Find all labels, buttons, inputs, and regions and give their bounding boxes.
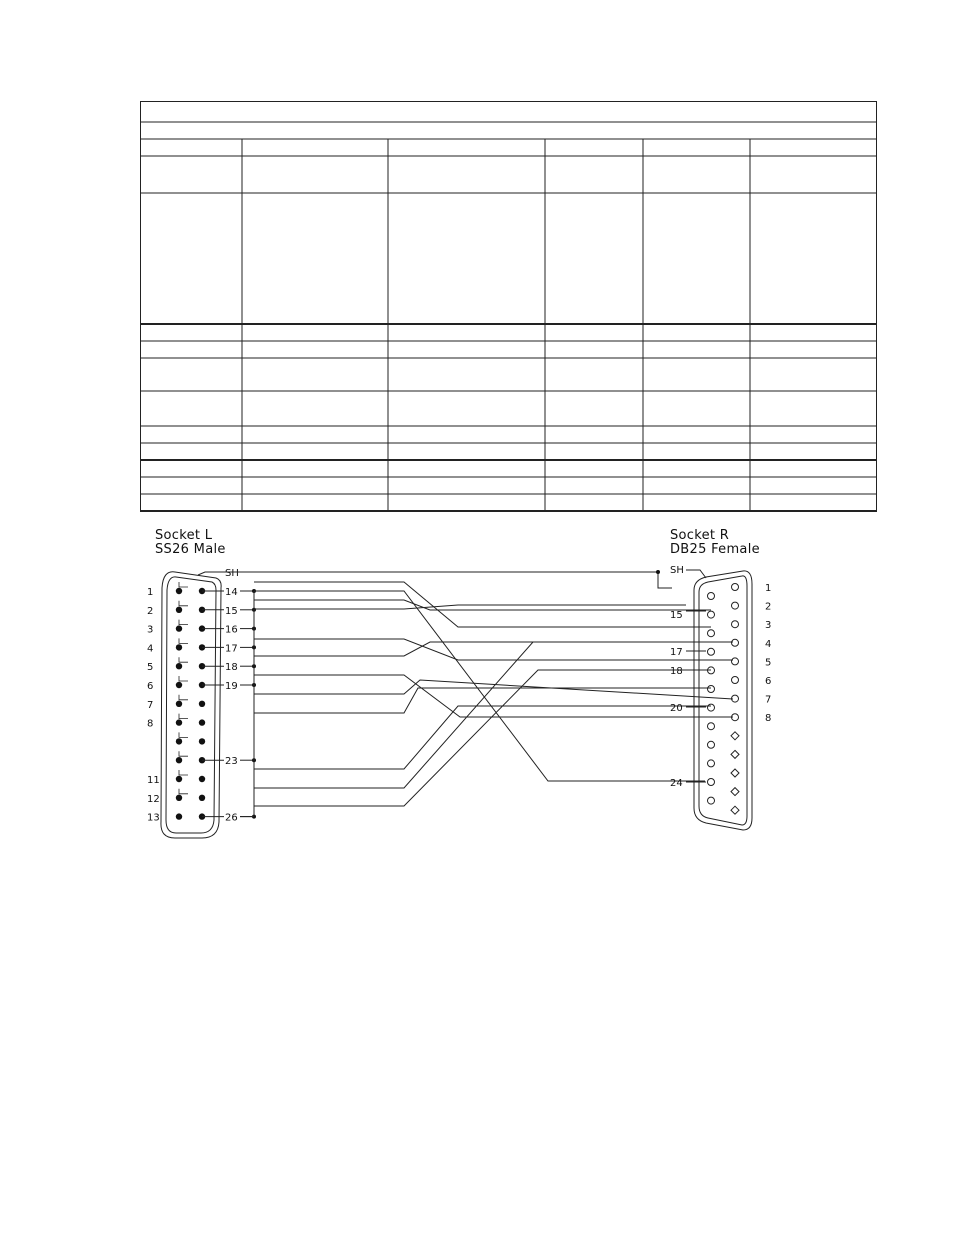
- right-row-number: 6: [765, 676, 772, 687]
- left-pin-outer: [176, 588, 182, 594]
- right-pin-outer: [731, 732, 739, 740]
- left-pin-inner: [199, 795, 205, 801]
- wire: [686, 570, 706, 578]
- left-pin-outer: [176, 625, 182, 631]
- left-wire-label: 17: [225, 643, 238, 655]
- right-pin-outer: [731, 769, 739, 777]
- left-row-number: 4: [147, 643, 154, 655]
- wire: [254, 706, 711, 769]
- right-pin-inner: [708, 760, 715, 767]
- left-row-number: 11: [147, 775, 160, 786]
- right-row-number: 1: [765, 583, 772, 594]
- left-pin-inner: [199, 776, 205, 782]
- socket-left-title: Socket L: [155, 528, 213, 543]
- pin-link: [179, 676, 188, 681]
- left-row-number: 6: [147, 681, 154, 692]
- left-wire-label: 14: [225, 587, 238, 598]
- socket-right-type: DB25 Female: [670, 542, 760, 557]
- pin-link: [179, 770, 188, 775]
- left-row-number: 12: [147, 793, 160, 805]
- pin-link: [179, 714, 188, 719]
- wire: [254, 642, 733, 656]
- left-wire-labels: [225, 568, 239, 824]
- left-row-number: 7: [147, 699, 154, 711]
- left-pin-outer: [176, 776, 182, 782]
- right-pin-outer: [732, 621, 739, 628]
- right-label-sh: SH: [670, 565, 684, 576]
- left-row-number: 5: [147, 662, 154, 674]
- right-row-number: 8: [765, 713, 772, 725]
- pin-link: [179, 620, 188, 625]
- right-label-24: 24: [670, 778, 683, 789]
- right-pin-outer: [731, 750, 739, 758]
- table-grid: [140, 122, 877, 511]
- left-wire-label: 16: [225, 624, 238, 636]
- right-pin-outer: [732, 602, 739, 609]
- right-pin-outer: [731, 806, 739, 814]
- pin-link: [179, 582, 188, 587]
- left-wire-label: 18: [225, 662, 238, 674]
- left-pin-inner: [199, 738, 205, 744]
- right-row-number: 5: [765, 657, 772, 669]
- left-pin-outer: [176, 701, 182, 707]
- left-wire-label: 23: [225, 756, 238, 768]
- left-row-number: 1: [147, 587, 154, 598]
- wire: [254, 670, 711, 806]
- left-row-number: 3: [147, 624, 154, 636]
- wire: [254, 591, 705, 781]
- shield-lead-left: [198, 572, 222, 575]
- socket-left-type: SS26 Male: [155, 542, 226, 557]
- left-pin-outer: [176, 644, 182, 650]
- right-pin-inner: [708, 611, 715, 618]
- wire: [222, 572, 672, 588]
- left-pin-outer: [176, 663, 182, 669]
- left-wire-label: 15: [225, 605, 238, 617]
- right-row-number: 4: [765, 638, 772, 650]
- left-pin-outer: [176, 682, 182, 688]
- right-pin-inner: [708, 593, 715, 600]
- wire: [254, 675, 733, 717]
- wire-bundle: [198, 570, 733, 819]
- right-pin-outer: [732, 677, 739, 684]
- right-row-number: 7: [765, 694, 772, 706]
- junction-dot: [656, 570, 660, 574]
- right-pin-inner: [708, 648, 715, 655]
- pin-link: [179, 657, 188, 662]
- left-connector-shell: [161, 572, 221, 838]
- right-pin-inner: [708, 779, 715, 786]
- left-row-number: 2: [147, 605, 154, 617]
- pin-link: [179, 601, 188, 606]
- right-row-number: 3: [765, 620, 772, 632]
- right-label-18: 18: [670, 666, 683, 677]
- left-row-numbers: [147, 587, 160, 824]
- left-pin-outer: [176, 813, 182, 819]
- left-pin-outer: [176, 738, 182, 744]
- pin-link: [179, 695, 188, 700]
- left-pin-outer: [176, 719, 182, 725]
- wire: [254, 605, 686, 609]
- wire: [254, 680, 733, 699]
- left-row-number: 13: [147, 812, 160, 824]
- right-pin-outer: [732, 639, 739, 646]
- right-label-20: 20: [670, 703, 683, 714]
- right-pin-inner: [708, 630, 715, 637]
- left-wire-label: 19: [225, 681, 238, 692]
- right-pin-inner: [708, 704, 715, 711]
- right-pin-inner: [708, 686, 715, 693]
- pin-link: [179, 789, 188, 794]
- right-wire-labels: [670, 565, 684, 789]
- left-wire-label: 26: [225, 812, 238, 824]
- left-wire-label: SH: [225, 568, 239, 579]
- pin-link: [179, 638, 188, 643]
- left-row-number: 8: [147, 718, 154, 730]
- left-pin-inner: [199, 719, 205, 725]
- wire: [254, 688, 711, 713]
- right-label-17: 17: [670, 647, 683, 658]
- right-pin-inner: [708, 797, 715, 804]
- socket-right-title: Socket R: [670, 528, 730, 543]
- right-row-numbers: [765, 583, 771, 724]
- left-pin-outer: [176, 607, 182, 613]
- left-pin-field: [176, 582, 205, 820]
- right-label-15: 15: [670, 610, 683, 621]
- pin-link: [179, 751, 188, 756]
- left-pin-inner: [199, 701, 205, 707]
- right-row-number: 2: [765, 601, 772, 613]
- right-pin-inner: [708, 741, 715, 748]
- right-pin-outer: [732, 584, 739, 591]
- right-pin-inner: [708, 723, 715, 730]
- pin-link: [179, 732, 188, 737]
- left-pin-outer: [176, 795, 182, 801]
- right-pin-outer: [732, 658, 739, 665]
- left-pin-outer: [176, 757, 182, 763]
- right-pin-outer: [731, 788, 739, 796]
